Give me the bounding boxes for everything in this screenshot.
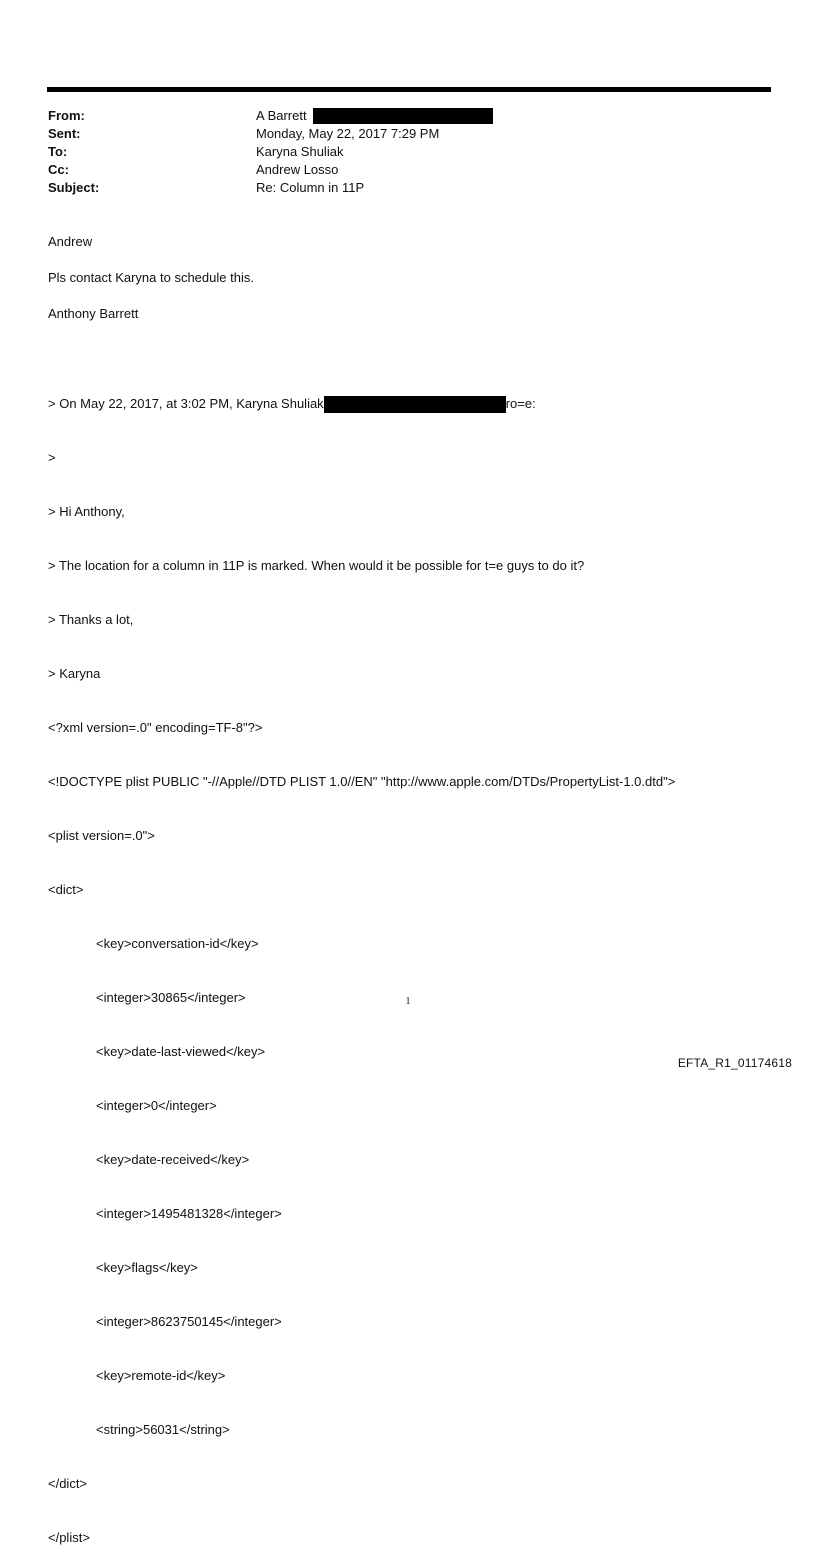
xml-line: <plist version=.0"> bbox=[48, 828, 155, 843]
plist-entry: <integer>8623750145</integer> bbox=[96, 1314, 282, 1329]
plist-entry: <key>flags</key> bbox=[96, 1260, 198, 1275]
document-id: EFTA_R1_01174618 bbox=[677, 1056, 792, 1070]
xml-line: <!DOCTYPE plist PUBLIC "-//Apple//DTD PLIST 1.0//EN" "http://www.apple.com/DTDs/PropertyList-1.0.dtd"> bbox=[48, 774, 676, 789]
xml-line: <?xml version=.0" encoding=TF-8"?> bbox=[48, 720, 263, 735]
quoted-intro-prefix: > On May 22, 2017, at 3:02 PM, Karyna Shuliak bbox=[48, 396, 324, 411]
to-row bbox=[48, 143, 493, 161]
to-value: Karyna Shuliak bbox=[256, 144, 344, 159]
from-row bbox=[48, 107, 493, 125]
plist-entry: <key>remote-id</key> bbox=[96, 1368, 226, 1383]
quoted-intro-suffix: ro=e: bbox=[505, 396, 536, 411]
quoted-line: > The location for a column in 11P is marked. When would it be possible for t=e guys to do it? bbox=[48, 558, 585, 573]
sent-label: Sent: bbox=[48, 126, 81, 141]
to-label: To: bbox=[48, 144, 68, 159]
quoted-line: > bbox=[48, 450, 56, 465]
redaction-block bbox=[324, 396, 506, 413]
xml-line: </dict> bbox=[48, 1476, 88, 1491]
from-value: A Barrett bbox=[256, 108, 307, 123]
cc-row bbox=[48, 161, 493, 179]
plist-entry: <integer>0</integer> bbox=[96, 1098, 217, 1113]
header-rule bbox=[47, 87, 771, 92]
subject-row bbox=[48, 179, 493, 197]
from-value-group bbox=[256, 107, 493, 125]
plist-entry: <integer>30865</integer> bbox=[96, 990, 246, 1005]
sent-value: Monday, May 22, 2017 7:29 PM bbox=[256, 126, 440, 141]
message-text: Pls contact Karyna to schedule this. bbox=[48, 270, 254, 285]
from-label: From: bbox=[48, 108, 85, 123]
quoted-intro bbox=[48, 395, 675, 413]
quoted-message bbox=[48, 359, 675, 1565]
greeting: Andrew bbox=[48, 234, 93, 249]
quoted-line: > Hi Anthony, bbox=[48, 504, 125, 519]
quoted-line: > Karyna bbox=[48, 666, 101, 681]
plist-entry: <key>date-received</key> bbox=[96, 1152, 250, 1167]
plist-entry: <key>date-last-viewed</key> bbox=[96, 1044, 266, 1059]
email-header bbox=[48, 107, 493, 197]
xml-line: <dict> bbox=[48, 882, 84, 897]
redaction-block bbox=[313, 108, 493, 124]
quoted-line: > Thanks a lot, bbox=[48, 612, 134, 627]
cc-value: Andrew Losso bbox=[256, 162, 339, 177]
subject-value: Re: Column in 11P bbox=[256, 180, 365, 195]
plist-entry: <key>conversation-id</key> bbox=[96, 936, 259, 951]
page-number: 1 bbox=[405, 996, 411, 1007]
plist-entry: <integer>1495481328</integer> bbox=[96, 1206, 282, 1221]
plist-entry: <string>56031</string> bbox=[96, 1422, 230, 1437]
signature: Anthony Barrett bbox=[48, 306, 139, 321]
xml-line: </plist> bbox=[48, 1530, 90, 1545]
sent-row bbox=[48, 125, 493, 143]
subject-label: Subject: bbox=[48, 180, 100, 195]
cc-label: Cc: bbox=[48, 162, 69, 177]
